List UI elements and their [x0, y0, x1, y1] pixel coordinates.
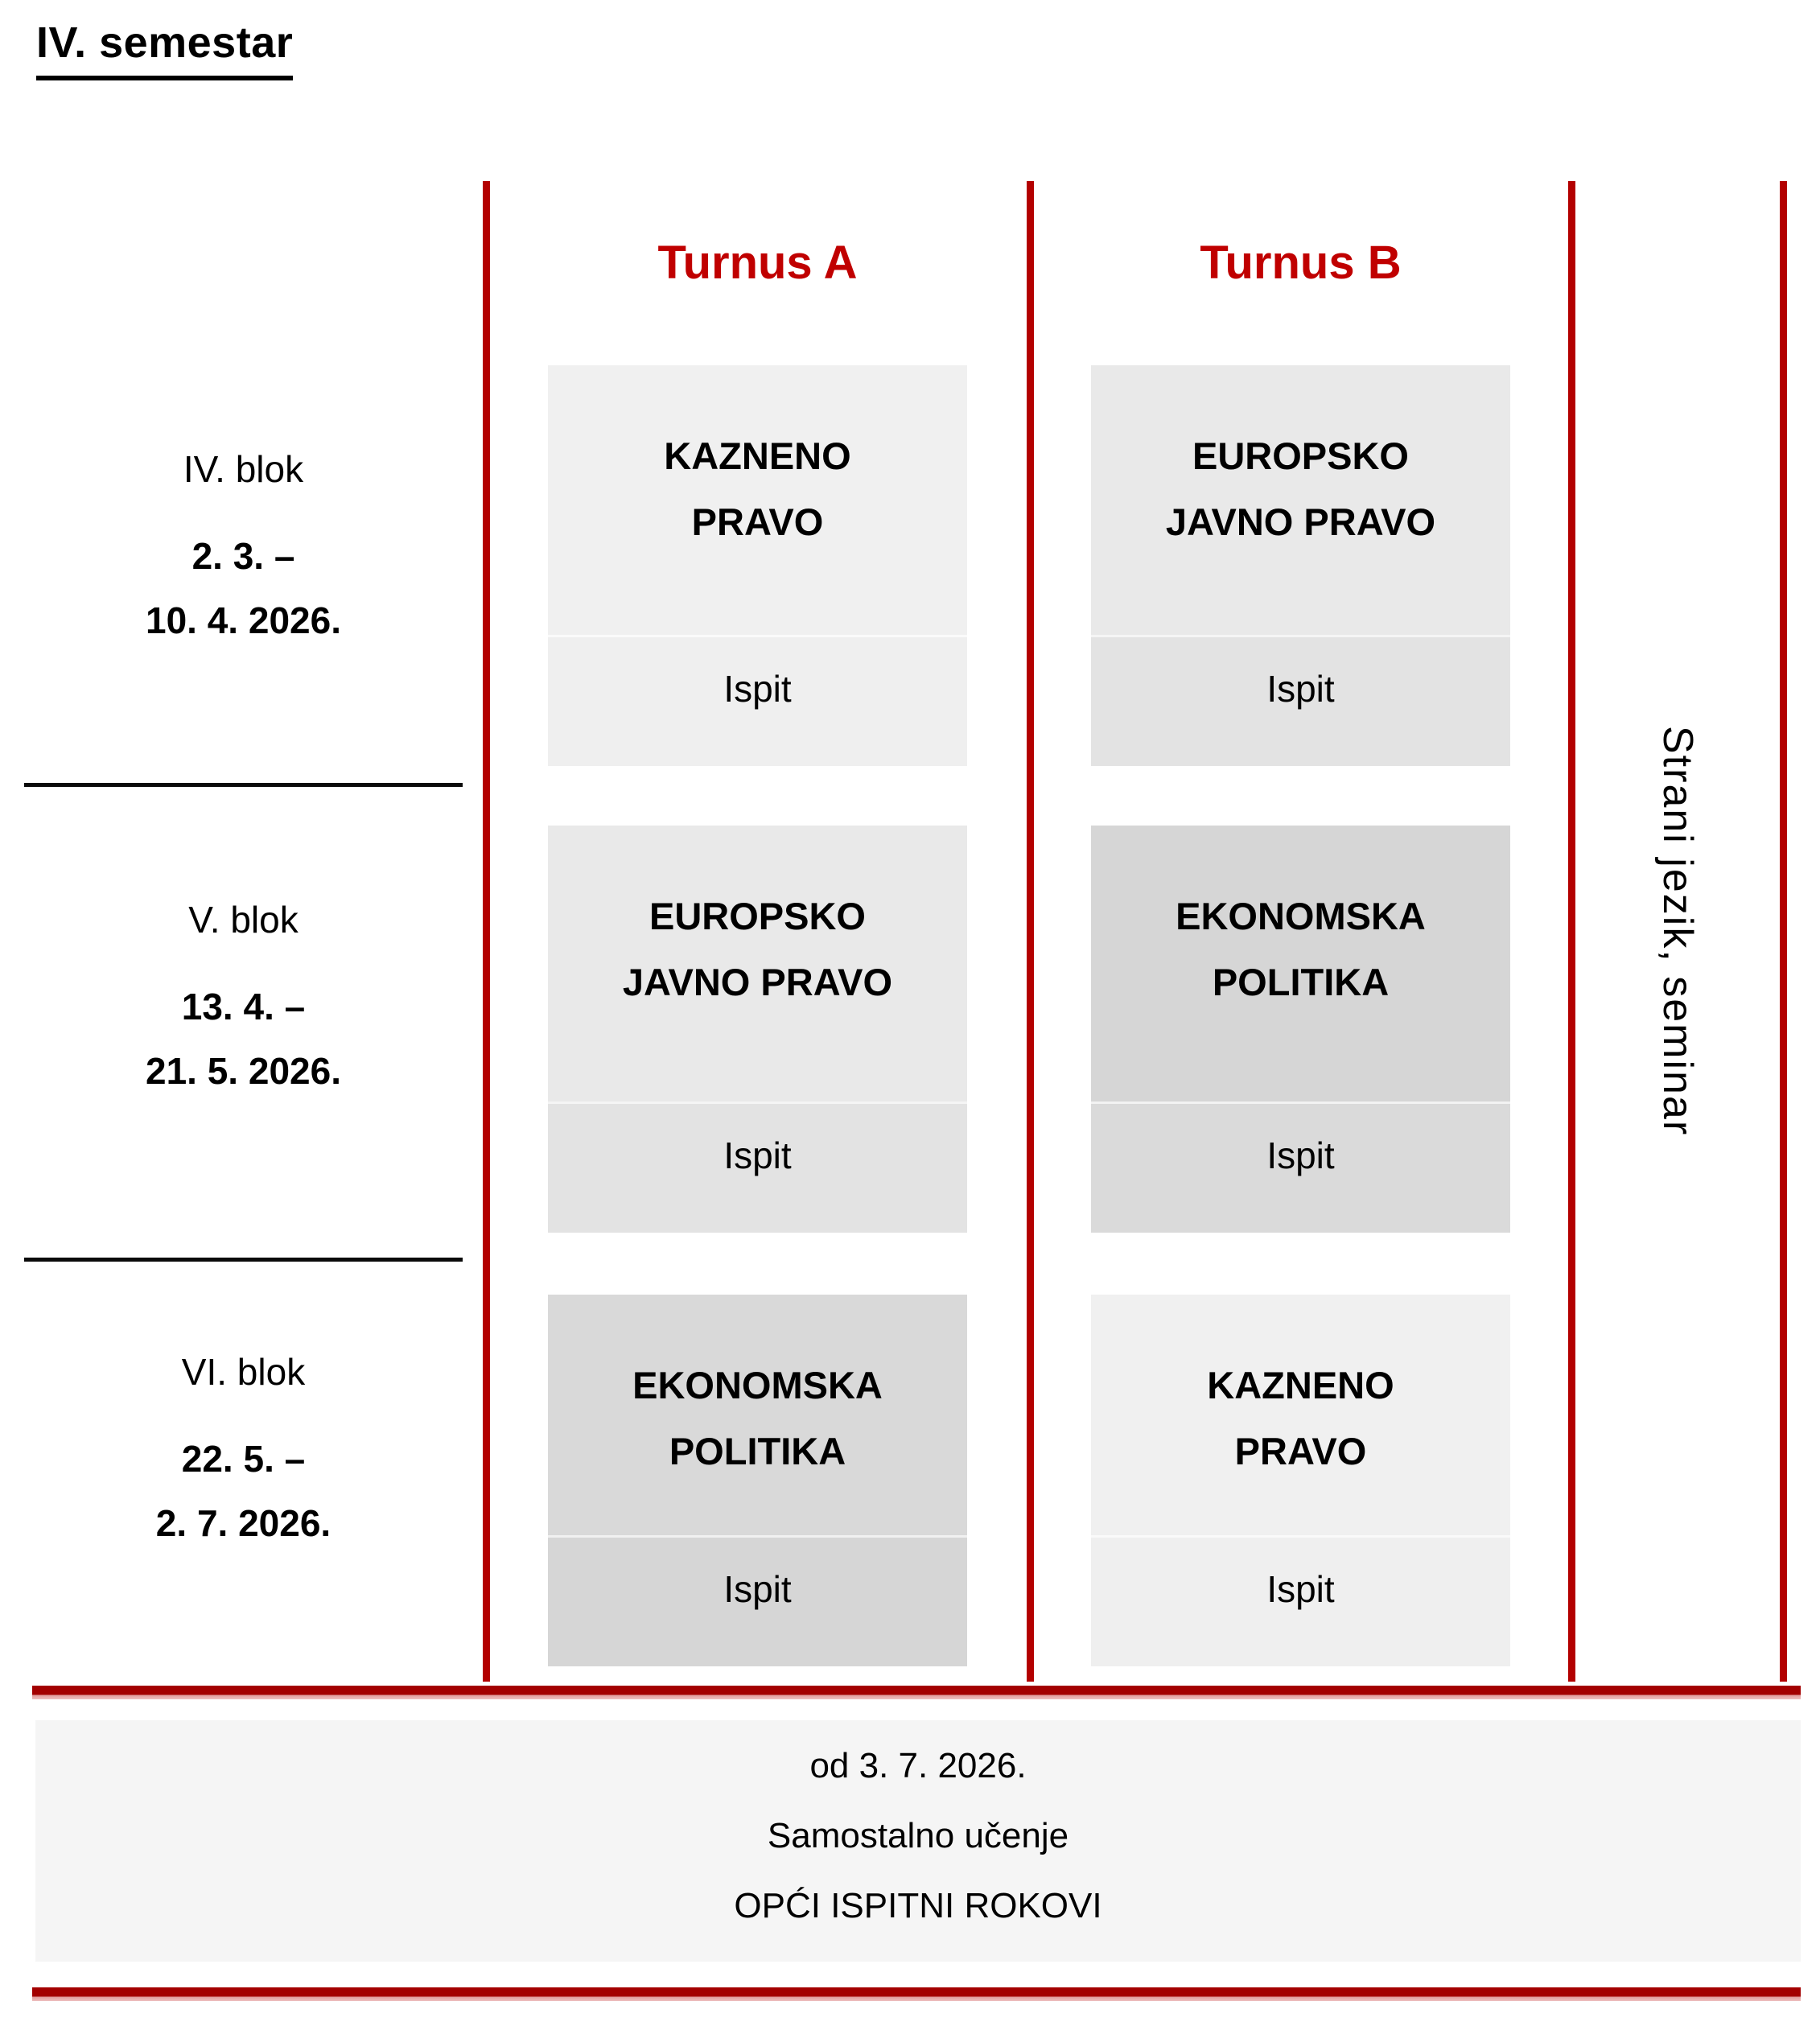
course-cell-turnus-b-block-4 [1091, 365, 1510, 766]
course-title [1091, 883, 1510, 1015]
date-range-end: 21. 5. 2026. [146, 1050, 341, 1092]
row-divider-line-1 [24, 783, 463, 787]
footer-self-study-line: Samostalno učenje [767, 1816, 1069, 1855]
date-range-end: 2. 7. 2026. [155, 1502, 331, 1544]
block-row-label-1 [24, 447, 463, 653]
course-cell-turnus-b-block-5 [1091, 826, 1510, 1233]
turnus-a-header: Turnus A [657, 237, 858, 289]
course-cell-turnus-b-block-6 [1091, 1295, 1510, 1666]
course-title [548, 883, 967, 1015]
course-title [548, 423, 967, 555]
block-row-label-2 [24, 897, 463, 1103]
exam-label: Ispit [1266, 668, 1335, 710]
exam-label: Ispit [723, 1568, 792, 1610]
footer-box [35, 1720, 1801, 1962]
course-title-line: POLITIKA [669, 1430, 846, 1472]
column-rule-left-of-turnus-b [1027, 181, 1034, 1682]
side-column-label: Strani jezik, seminar [1654, 726, 1701, 1137]
thick-red-rule-bottom [32, 1987, 1801, 2001]
column-rule-right-edge [1780, 181, 1787, 1682]
footer-date-line: od 3. 7. 2026. [809, 1746, 1027, 1785]
course-title-line: JAVNO PRAVO [622, 961, 893, 1003]
course-title-line: PRAVO [691, 500, 824, 543]
turnus-b-header: Turnus B [1200, 237, 1402, 289]
page-title: IV. semestar [36, 18, 293, 80]
course-cell-turnus-a-block-5 [548, 826, 967, 1233]
date-range-end: 10. 4. 2026. [146, 599, 341, 641]
side-column [1575, 181, 1780, 1682]
thick-red-rule-top [32, 1686, 1801, 1699]
column-rule-left-of-turnus-a [483, 181, 490, 1682]
course-title-line: EUROPSKO [1192, 434, 1409, 477]
date-range-start: 13. 4. – [181, 986, 306, 1027]
course-title [548, 1353, 967, 1484]
block-name: V. blok [188, 899, 299, 941]
block-name: VI. blok [181, 1351, 306, 1393]
exam-label: Ispit [723, 668, 792, 710]
row-divider-line-2 [24, 1258, 463, 1262]
exam-label: Ispit [1266, 1568, 1335, 1610]
course-cell-turnus-a-block-4 [548, 365, 967, 766]
course-title-line: POLITIKA [1212, 961, 1390, 1003]
exam-label: Ispit [1266, 1134, 1335, 1176]
course-title-line: EUROPSKO [649, 895, 866, 937]
course-cell-turnus-a-block-6 [548, 1295, 967, 1666]
date-range-start: 22. 5. – [181, 1438, 306, 1480]
column-rule-left-of-side-column [1568, 181, 1575, 1682]
course-title [1091, 1353, 1510, 1484]
block-row-label-3 [24, 1349, 463, 1555]
course-title-line: KAZNENO [1207, 1364, 1394, 1406]
course-title [1091, 423, 1510, 555]
course-title-line: PRAVO [1234, 1430, 1367, 1472]
course-title-line: JAVNO PRAVO [1165, 500, 1436, 543]
exam-label: Ispit [723, 1134, 792, 1176]
date-range-start: 2. 3. – [191, 535, 295, 577]
course-title-line: KAZNENO [664, 434, 851, 477]
block-name: IV. blok [183, 448, 304, 490]
course-title-line: EKONOMSKA [1176, 895, 1426, 937]
footer-exam-periods-line: OPĆI ISPITNI ROKOVI [734, 1886, 1102, 1925]
course-title-line: EKONOMSKA [632, 1364, 883, 1406]
